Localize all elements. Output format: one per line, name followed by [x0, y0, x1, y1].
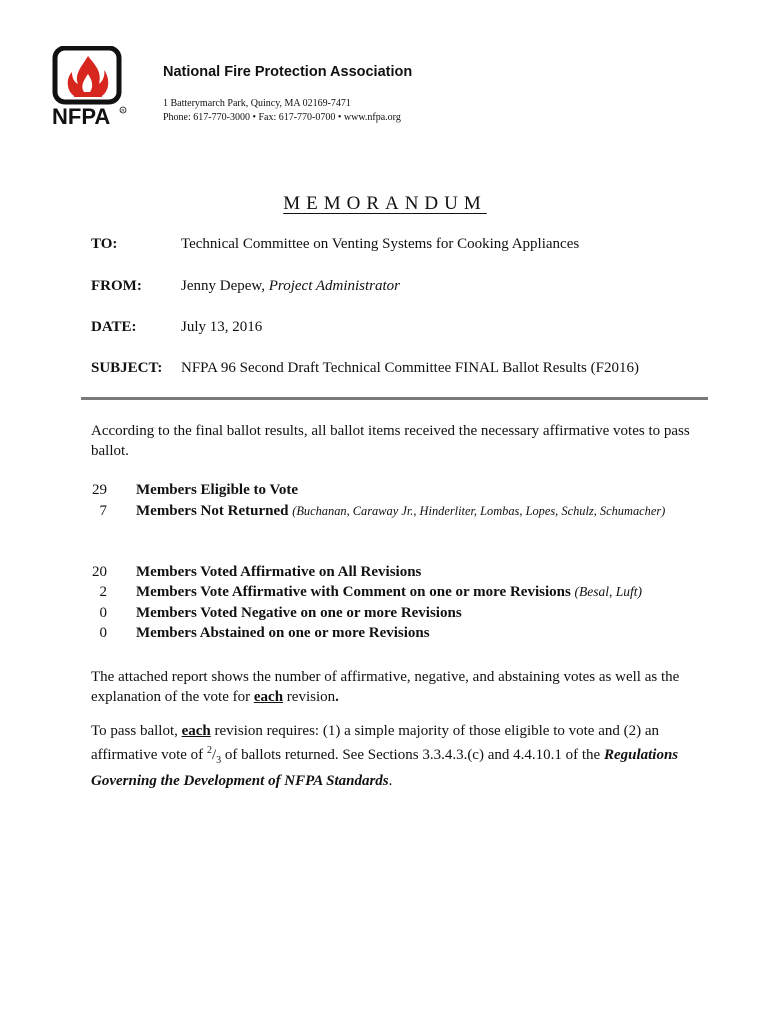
- nfpa-logo: [52, 46, 128, 128]
- report-emphasis: each: [253, 689, 284, 705]
- org-name: National Fire Protection Association: [163, 64, 413, 80]
- stat-count: 2: [99, 584, 107, 600]
- stat-label: Members Eligible to Vote: [136, 482, 299, 498]
- org-contact: Phone: 617-770-3000 • Fax: 617-770-0700 • www.nfpa.org: [163, 112, 401, 123]
- regulations-title: Regulations Governing the Development of NFPA Standards: [91, 747, 679, 789]
- stat-count: 20: [92, 564, 107, 580]
- stat-count: 7: [99, 503, 107, 519]
- intro-paragraph: According to the final ballot results, all ballot items received the necessary affirmative votes to pass ballot.: [91, 423, 690, 459]
- to-value: Technical Committee on Venting Systems for Cooking Appliances: [181, 236, 580, 252]
- report-paragraph: The attached report shows the number of affirmative, negative, and abstaining votes as well as the explanation of the vote for each revision.: [91, 669, 680, 705]
- stat-count: 29: [92, 482, 107, 498]
- stat-label: Members Voted Negative on one or more Revisions: [136, 605, 462, 621]
- pass-requirements-paragraph: To pass ballot, each revision requires: (1) a simple majority of those eligible to vote and (2) an affirmative vote of $^2/_3$ of ballots returned. See Sections 3.3.4.3.(c) and 4.4.10.1 of the Regulations Governing the Development of NFPA Standards.: [91, 723, 679, 789]
- divider-rule: [81, 397, 708, 400]
- pass-emphasis: each: [181, 723, 211, 739]
- from-value: [181, 278, 400, 295]
- subject-label: SUBJECT:: [91, 360, 163, 376]
- svg-text:R: R: [121, 108, 125, 113]
- stat-row: [91, 605, 462, 622]
- stat-label: Members Abstained on one or more Revisions: [136, 625, 430, 641]
- stat-row: [91, 482, 299, 499]
- stat-count: 0: [99, 625, 107, 641]
- stat-row: [91, 625, 430, 642]
- stat-label: Members Vote Affirmative with Comment on one or more Revisions (Besal, Luft): [136, 584, 643, 600]
- from-role: Project Administrator: [268, 278, 401, 294]
- date-value: July 13, 2016: [181, 319, 263, 335]
- date-label: DATE:: [91, 319, 137, 335]
- stat-label: Members Not Returned (Buchanan, Caraway Jr., Hinderliter, Lombas, Lopes, Schulz, Schumacher): [136, 503, 666, 519]
- to-label: TO:: [91, 236, 118, 252]
- subject-value: NFPA 96 Second Draft Technical Committee FINAL Ballot Results (F2016): [181, 360, 639, 376]
- org-address: 1 Batterymarch Park, Quincy, MA 02169-7471: [163, 98, 351, 109]
- stat-count: 0: [99, 605, 107, 621]
- logo-text: NFPA: [52, 104, 111, 128]
- stat-row: [91, 584, 643, 601]
- stat-row: [91, 503, 666, 520]
- org-address-block: [163, 97, 401, 125]
- from-name: Jenny Depew,: [181, 278, 269, 294]
- stat-names: (Besal, Luft): [574, 584, 643, 599]
- stat-label: Members Voted Affirmative on All Revisions: [136, 564, 422, 580]
- stat-row: [91, 564, 422, 581]
- from-label: FROM:: [91, 278, 142, 294]
- memo-title: MEMORANDUM: [283, 193, 487, 214]
- stat-names: (Buchanan, Caraway Jr., Hinderliter, Lombas, Lopes, Schulz, Schumacher): [292, 504, 666, 518]
